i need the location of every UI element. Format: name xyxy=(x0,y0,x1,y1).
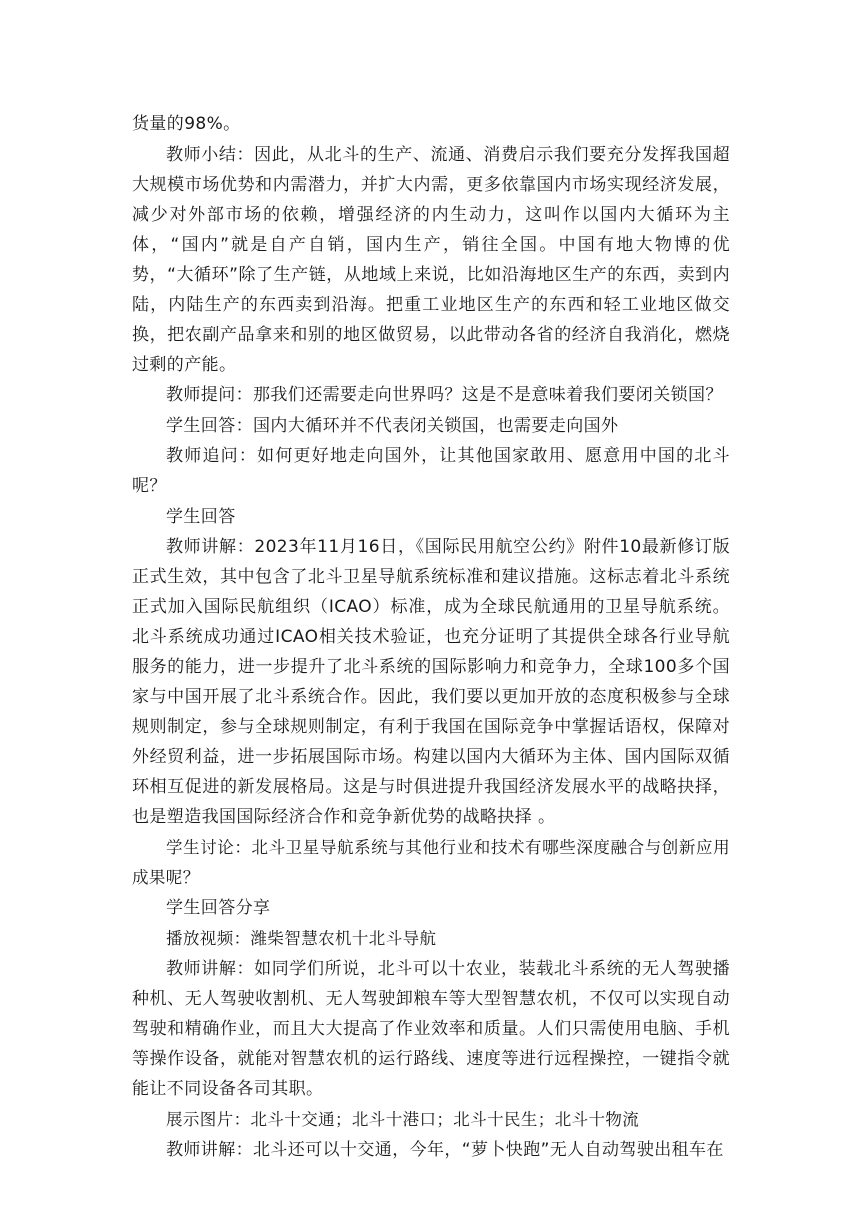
paragraph-teacher-lecture: 教师讲解：2023年11月16日，《国际民用航空公约》附件10最新修订版正式生效，其中包含了北斗卫星导航系统标准和建议措施。这标志着北斗系统正式加入国际民航组织（ICAO）标准，成为全球民航通用的卫星导航系统。北斗系统成功通过ICAO相关技术验证，也充分证明了其提供全球各行业导航服务的能力，进一步提升了北斗系统的国际影响力和竞争力，全球100多个国家与中国开展了北斗系统合作。因此，我们要以更加开放的态度积极参与全球规则制定，参与全球规则制定，有利于我国在国际竞争中掌握话语权，保障对外经贸利益，进一步拓展国际市场。构建以国内大循环为主体、国内国际双循环相互促进的新发展格局。这是与时俱进提升我国经济发展水平的战略抉择，也是塑造我国国际经济合作和竞争新优势的战略抉择 。 xyxy=(132,537,730,827)
paragraph-teacher-followup: 教师追问：如何更好地走向国外，让其他国家敢用、愿意用中国的北斗呢？ xyxy=(132,446,730,496)
paragraph-student-share: 学生回答分享 xyxy=(166,898,271,918)
paragraph-show-images: 展示图片：北斗十交通；北斗十港口；北斗十民生；北斗十物流 xyxy=(166,1109,640,1129)
paragraph-teacher-lecture-3: 教师讲解：北斗还可以十交通，今年，“萝卜快跑”无人自动驾驶出租车在 xyxy=(166,1140,724,1160)
paragraph-play-video: 播放视频：潍柴智慧农机十北斗导航 xyxy=(166,928,437,948)
paragraph-teacher-lecture-2: 教师讲解：如同学们所说，北斗可以十农业，装载北斗系统的无人驾驶播种机、无人驾驶收割机、无人驾驶卸粮车等大型智慧农机，不仅可以实现自动驾驶和精确作业，而且大大提高了作业效率和质量。人们只需使用电脑、手机等操作设备，就能对智慧农机的运行路线、速度等进行远程操控，一键指令就能让不同设备各司其职。 xyxy=(132,959,730,1099)
paragraph-teacher-question: 教师提问：那我们还需要走向世界吗？这是不是意味着我们要闭关锁国？ xyxy=(166,385,723,405)
paragraph-continuation: 货量的98%。 xyxy=(132,114,241,134)
paragraph-teacher-summary: 教师小结：因此，从北斗的生产、流通、消费启示我们要充分发挥我国超大规模市场优势和内需潜力，并扩大内需，更多依靠国内市场实现经济发展，减少对外部市场的依赖，增强经济的内生动力，这叫作以国内大循环为主体，“国内”就是自产自销，国内生产，销往全国。中国有地大物博的优势，“大循环”除了生产链，从地域上来说，比如沿海地区生产的东西，卖到内陆，内陆生产的东西卖到沿海。把重工业地区生产的东西和轻工业地区做交换，把农副产品拿来和别的地区做贸易，以此带动各省的经济自我消化，燃烧过剩的产能。 xyxy=(132,144,730,375)
paragraph-student-discussion: 学生讨论：北斗卫星导航系统与其他行业和技术有哪些深度融合与创新应用成果呢？ xyxy=(132,837,730,887)
paragraph-student-answer: 学生回答：国内大循环并不代表闭关锁国，也需要走向国外 xyxy=(166,415,619,436)
document-body xyxy=(132,109,730,1166)
paragraph-student-answer-2: 学生回答 xyxy=(166,506,236,527)
